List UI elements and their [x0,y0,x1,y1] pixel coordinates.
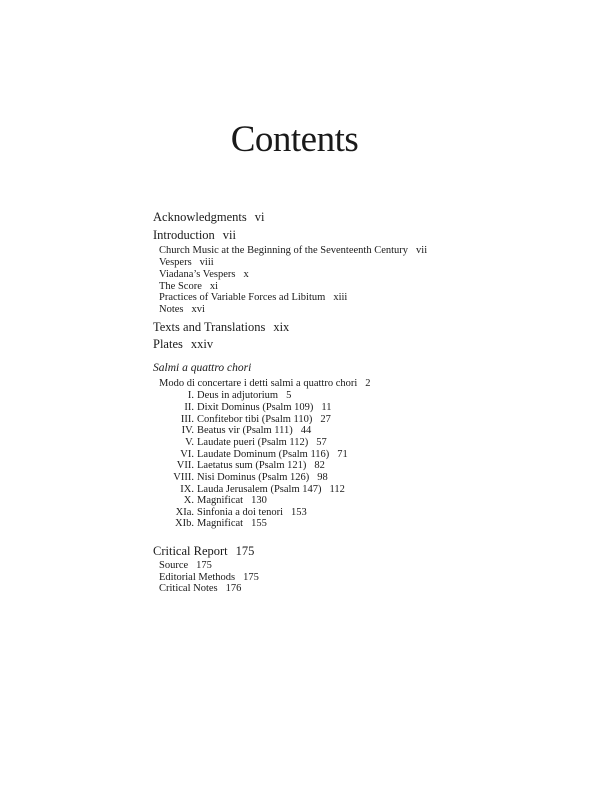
toc-movement [159,460,325,471]
toc-entry-page: xiii [333,292,348,303]
toc-entry-page: 155 [251,518,267,529]
toc-entry-label: Viadana’s Vespers [159,269,236,280]
movement-title: Lauda Jerusalem (Psalm 147) [197,484,322,495]
toc-entry-label: Notes [159,304,184,315]
toc-entry-page: 130 [251,495,267,506]
movement-number: X. [183,495,194,506]
movement-title: Beatus vir (Psalm 111) [197,425,293,436]
toc-entry-page: xvi [191,304,205,315]
toc-movement [159,390,291,401]
toc-subentry [159,560,212,571]
movement-title: Dixit Dominus (Psalm 109) [197,402,314,413]
toc-entry-critical-report [153,544,254,559]
movement-number: VII. [176,460,194,471]
toc-movement [159,495,267,506]
movement-number: VI. [180,449,194,460]
toc-entry-page: 5 [286,390,292,401]
toc-entry-page: 175 [196,560,212,571]
movement-number: XIa. [175,507,194,518]
toc-entry-label: Acknowledgments [153,210,247,224]
movement-number: I. [187,390,194,401]
toc-entry-page: 57 [316,437,327,448]
movement-title: Laudate pueri (Psalm 112) [197,437,309,448]
toc-movement [159,507,307,518]
movement-number: III. [180,414,194,425]
movement-title: Magnificat [197,495,244,506]
toc-entry-page: 71 [337,449,348,460]
toc-entry-page: xi [209,281,219,292]
toc-subentry [159,281,218,292]
movement-title: Laetatus sum (Psalm 121) [197,460,307,471]
toc-subentry [159,245,427,256]
toc-entry-label: Practices of Variable Forces ad Libitum [159,292,326,303]
movement-number: XIb. [175,518,194,529]
toc-subentry [159,269,249,280]
toc-entry-label: Critical Report [153,544,228,558]
section-heading: Salmi a quattro chori [153,362,252,374]
movement-title: Laudate Dominum (Psalm 116) [197,449,330,460]
toc-entry-page: 112 [329,484,345,495]
toc-entry-acknowledgments [153,210,264,225]
toc-subentry [159,583,241,594]
movement-number: VIII. [173,472,194,483]
toc-movement [159,472,328,483]
toc-movement [159,437,327,448]
toc-entry-page: xxiv [190,337,214,351]
toc-movement [159,425,311,436]
toc-entry-page: 11 [321,402,332,413]
toc-entry-label: Critical Notes [159,583,218,594]
toc-entry-label: Editorial Methods [159,572,236,583]
page-title: Contents [230,119,359,160]
toc-entry-page: 175 [235,544,255,558]
toc-subentry [159,572,259,583]
toc-entry-page: 44 [300,425,312,436]
toc-movement [159,402,332,413]
movement-title: Magnificat [197,518,244,529]
toc-movement [159,414,331,425]
toc-movement [159,484,345,495]
toc-entry-page: vii [222,228,236,242]
movement-number: II. [184,402,194,413]
toc-entry-page: 27 [320,414,331,425]
toc-entry-label: Plates [153,337,183,351]
movement-title: Sinfonia a doi tenori [197,507,284,518]
toc-entry-page: 176 [225,583,242,594]
movement-number: IX. [180,484,194,495]
toc-entry-modo [159,378,371,389]
toc-subentry [159,304,205,315]
movement-title: Deus in adjutorium [197,390,279,401]
toc-entry-label: Modo di concertare i detti salmi a quattro chori [159,378,358,389]
toc-entry-plates [153,337,213,352]
toc-entry-label: Source [159,560,189,571]
toc-entry-page: 98 [317,472,328,483]
toc-entry-label: The Score [159,281,202,292]
toc-subentry [159,257,214,268]
toc-entry-texts-and-translations [153,320,289,335]
movement-number: IV. [181,425,194,436]
toc-entry-page: 175 [243,572,259,583]
toc-entry-page: x [243,269,249,280]
toc-entry-page: vii [416,245,428,256]
movement-number: V. [185,437,194,448]
movement-title: Confitebor tibi (Psalm 110) [197,414,313,425]
toc-movement [159,449,348,460]
toc-entry-page: vi [254,210,265,224]
toc-entry-page: 153 [291,507,307,518]
movement-title: Nisi Dominus (Psalm 126) [197,472,310,483]
toc-movement [159,518,267,529]
toc-entry-page: viii [199,257,214,268]
toc-entry-label: Introduction [153,228,215,242]
toc-entry-label: Church Music at the Beginning of the Seventeenth Century [159,245,409,256]
toc-entry-label: Vespers [159,257,192,268]
toc-entry-page: 82 [314,460,325,471]
toc-entry-label: Texts and Translations [153,320,266,334]
toc-subentry [159,292,347,303]
toc-entry-page: xix [273,320,290,334]
toc-entry-introduction [153,228,236,243]
toc-entry-page: 2 [365,378,371,389]
